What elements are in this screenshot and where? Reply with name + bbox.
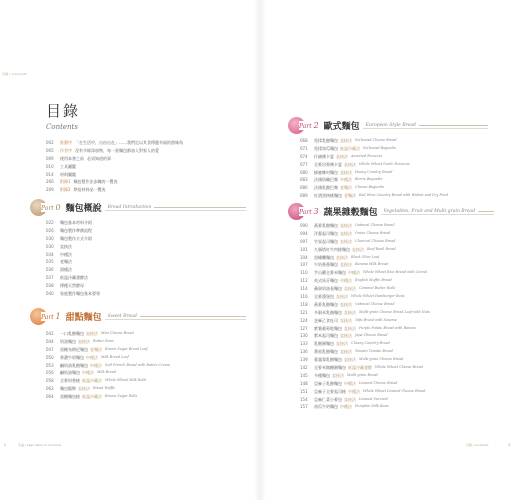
entry-page-number: 118 xyxy=(300,301,308,307)
toc-entry xyxy=(300,261,430,269)
entry-page-number: 005 xyxy=(46,147,54,153)
toc-entry xyxy=(46,362,170,370)
page-title: 目錄 xyxy=(46,102,81,120)
entry-title: 鹹奶油麵包 xyxy=(60,370,80,376)
entry-page-number: 030 xyxy=(46,243,54,249)
entry-english-title: Multi-grain Cheese Bread Loaf with Nuts xyxy=(359,309,431,314)
entry-english-title: Oatmeal Cheese Bread xyxy=(355,301,395,306)
toc-entry xyxy=(300,161,448,169)
entry-english-title: Bread Waffle xyxy=(93,386,115,391)
entry-page-number: 010 xyxy=(46,163,54,169)
entry-page-number: 009 xyxy=(46,155,54,161)
toc-entry xyxy=(46,282,100,290)
entry-title: 紅酒黑核桃麵包 xyxy=(314,193,342,199)
toc-entry xyxy=(46,219,100,227)
entry-title: 低溫冷藏發酵法 xyxy=(60,275,88,281)
entry-title: 蜂蜜鄉村麵包 xyxy=(314,169,338,175)
entry-method: 直接法 xyxy=(78,386,90,392)
entry-title: 紫薯葡萄乾麵包 xyxy=(314,325,342,331)
entry-title: 傳種天然酵母 xyxy=(60,283,84,289)
entry-method: 中種法 xyxy=(340,404,352,410)
entry-english-title: Multi-grain Cheese Bread xyxy=(359,357,404,362)
toc-entry xyxy=(300,356,430,364)
toc-entry xyxy=(46,393,170,401)
entry-english-title: Brown Sugar Rolls xyxy=(105,394,138,399)
toc-entry xyxy=(46,155,183,163)
entry-page-number: 110 xyxy=(300,270,308,276)
toc-entry xyxy=(46,346,170,354)
entry-english-title: Brown Sugar Bread Loaf xyxy=(105,346,148,351)
entry-method: 直接法 xyxy=(340,169,352,175)
entry-method: 直接法 xyxy=(340,333,352,339)
entry-title: 燕麥乳酪麵包 xyxy=(314,301,338,307)
entry-english-title: Cheese Baguette xyxy=(355,185,385,190)
entry-english-title: Caramel Butter Rolls xyxy=(359,286,396,291)
entry-method: 低溫冷藏法 xyxy=(82,394,102,400)
running-header: 目錄 | Contents xyxy=(2,72,28,76)
entry-title: 附錄1 xyxy=(60,179,71,185)
entry-english-title: Purple Potato Bread with Raisins xyxy=(359,325,416,330)
entry-method: 直接法 xyxy=(340,301,352,307)
entry-english-title: Red Wine Country Bread with Walnut and Dry Fruit xyxy=(359,193,449,198)
toc-entry xyxy=(300,254,430,262)
section-part-1 xyxy=(30,308,246,325)
part-title-zh: 麵包概說 xyxy=(63,201,105,214)
entry-english-title: Whole Wheat Hamburger Buns xyxy=(351,294,405,299)
entry-title: 法國紡織巴黎 xyxy=(314,177,338,183)
toc-entry xyxy=(300,230,430,238)
entry-title: 附錄2 xyxy=(60,187,71,193)
entry-method: 中種法 xyxy=(344,380,356,386)
entry-title: 黑糖布朗尼麵包 xyxy=(60,346,88,352)
part-title-en: European Style Bread xyxy=(363,123,419,128)
entry-method: 老麵法 xyxy=(340,185,352,191)
entry-method: 直接法 xyxy=(344,396,356,402)
toc-entry xyxy=(300,277,430,285)
entry-english-title: Whole Wheat Cheese Bread xyxy=(375,365,423,370)
entry-english-title: No-knead Cheese Bread xyxy=(355,138,397,142)
toc-entry xyxy=(46,330,170,338)
entry-title: 免揉乳酪麵包 xyxy=(314,138,338,143)
entry-title: 使用本書之前 xyxy=(60,155,84,161)
entry-page-number: 034 xyxy=(46,251,54,257)
entry-title: 九層塔紅牛肉捲麵包 xyxy=(314,246,350,252)
entry-method: 老麵法 xyxy=(90,346,102,352)
entry-english-title: Oatmeal Cheese Bread xyxy=(355,223,395,227)
toc-entry xyxy=(46,274,100,282)
entry-page-number: 269 xyxy=(46,187,54,193)
toc-entry xyxy=(300,222,430,230)
entry-title: 工具圖鑑 xyxy=(60,163,76,169)
toc-entry xyxy=(46,178,183,186)
entry-english-title: Charcoal Cheese Bread xyxy=(355,238,396,243)
entry-english-title: Multi-grain Bread xyxy=(347,372,378,377)
entry-method: 中種法 xyxy=(348,388,360,394)
entry-page-number: 053 xyxy=(46,362,54,368)
entry-title: 蔓越莓乳酪麵包 xyxy=(314,357,342,363)
entry-page-number: 142 xyxy=(300,365,308,371)
toc-entry xyxy=(300,246,430,254)
entry-page-number: 104 xyxy=(300,254,308,260)
entry-page-number: 080 xyxy=(300,169,308,175)
toc-entry xyxy=(46,171,183,179)
toc-entry xyxy=(300,325,430,333)
entry-title: 亞麻子乳酪麵包 xyxy=(314,380,342,386)
entry-english-title: Beef Basil Bread xyxy=(367,246,396,251)
entry-english-title: Linseed Cheese Bread xyxy=(359,380,398,385)
entry-title: 全麥田香佛卡夏 xyxy=(314,161,342,167)
entry-title: 麵包基本材料介紹 xyxy=(60,220,92,225)
toc-entry xyxy=(46,258,100,266)
entry-page-number: 002 xyxy=(46,140,54,145)
entry-title: 燕麥乳酪麵包 xyxy=(314,223,338,228)
part-label: Part 1 xyxy=(41,312,61,321)
entry-title: 紫米起司麵包 xyxy=(314,333,338,339)
entry-method: 直接法 xyxy=(340,317,352,323)
entry-title: 洋蔥起司麵包 xyxy=(314,230,338,236)
entry-english-title: Assorted Focaccia xyxy=(351,153,383,158)
entry-title: 蘋果奶油卷麵包 xyxy=(314,286,342,292)
toc-entry xyxy=(300,348,430,356)
front-matter-list xyxy=(46,139,183,194)
entry-page-number: 077 xyxy=(300,161,308,167)
entry-english-title: Cheesy Country Bread xyxy=(351,341,390,346)
entry-page-number: 026 xyxy=(46,227,54,233)
entry-page-number: 086 xyxy=(300,185,308,191)
entry-page-number: 266 xyxy=(46,179,54,185)
toc-entry xyxy=(46,290,100,298)
toc-entry xyxy=(300,184,448,192)
entry-method: 直接法 xyxy=(344,325,356,331)
entry-page-number: 074 xyxy=(300,153,308,159)
entry-page-number: 124 xyxy=(300,317,308,323)
entry-english-title: Pumpkin Milk Buns xyxy=(355,404,389,409)
entry-title: 一口乳酪麵包 xyxy=(60,331,84,336)
entry-title: 直接法 xyxy=(60,243,72,249)
entry-english-title: Whole Wheat Garlic Focaccia xyxy=(359,161,410,166)
toc-entry xyxy=(300,380,430,388)
entry-method: 直接法 xyxy=(344,309,356,315)
toc-entry xyxy=(46,251,100,259)
toc-entry xyxy=(46,385,170,393)
entry-method: 中種法 xyxy=(86,354,98,360)
entry-method: 中種法 xyxy=(90,362,102,368)
entry-english-title: Soft French Bread with Butter Cream xyxy=(105,362,170,367)
toc-entry xyxy=(300,145,448,153)
entry-title: 多種麵包 xyxy=(314,372,330,378)
part-title-zh: 蔬果雜穀麵包 xyxy=(321,205,381,218)
entry-page-number: 068 xyxy=(300,138,308,143)
toc-entry xyxy=(300,301,430,309)
toc-entry xyxy=(300,176,448,184)
entry-page-number: 114 xyxy=(300,286,308,292)
entry-title: 湯種法 xyxy=(60,267,72,273)
entry-title: 竹炭起司麵包 xyxy=(314,238,338,244)
toc-entry xyxy=(46,369,170,377)
entry-page-number: 040 xyxy=(46,291,54,297)
entry-title: 芝麻乙食吐司 xyxy=(314,317,338,323)
entry-page-number: 036 xyxy=(46,267,54,273)
entry-title: 老麵法 xyxy=(60,259,72,265)
entry-page-number: 107 xyxy=(300,262,308,268)
entry-title: 芋山藥全麥米麵包 xyxy=(314,270,346,276)
part-title-en: Vegetables, Fruit and Multi-grain Bread xyxy=(381,209,478,214)
entry-english-title: No-knead Baguette xyxy=(363,145,397,150)
entry-page-number: 022 xyxy=(46,220,54,225)
entry-english-title: Whole Wheat Milk Rolls xyxy=(105,378,147,383)
entry-method: 直接法 xyxy=(340,349,352,355)
entry-page-number: 050 xyxy=(46,354,54,360)
footer-right: 目錄 | Contents xyxy=(466,443,489,447)
entry-page-number: 127 xyxy=(300,325,308,331)
entry-page-number: 136 xyxy=(300,349,308,355)
entry-method: 直接法 xyxy=(78,338,90,344)
entry-method: 直接法 xyxy=(336,153,348,159)
toc-entry xyxy=(46,227,100,235)
entry-page-number: 121 xyxy=(300,309,308,315)
entry-english-title: Butter Buns xyxy=(93,338,114,343)
toc-entry xyxy=(300,137,448,145)
toc-entry xyxy=(300,192,448,200)
toc-entry xyxy=(46,377,170,385)
section-part-2 xyxy=(288,117,488,134)
entry-description: 必須知道的事 xyxy=(87,155,111,161)
entry-english-title: Black Olive Loaf xyxy=(351,254,380,259)
toc-entry xyxy=(300,153,448,161)
part-label: Part 2 xyxy=(299,121,319,130)
entry-description: 麵包製作法步驟的一覽表 xyxy=(73,179,118,185)
toc-entry xyxy=(46,186,183,194)
entry-english-title: English Muffin Bread xyxy=(355,278,392,283)
entry-title: 亞麻子全麥起司捲 xyxy=(314,388,346,394)
entry-page-number: 038 xyxy=(46,283,54,289)
entry-page-number: 062 xyxy=(46,386,54,392)
toc-entry xyxy=(300,309,430,317)
entry-page-number: 133 xyxy=(300,341,308,347)
entry-title: 黑糖麵包捲 xyxy=(60,394,80,400)
entry-english-title: Berrie Baguette xyxy=(355,177,383,182)
toc-entry xyxy=(300,396,430,404)
entry-method: 直接法 xyxy=(336,294,348,300)
entry-method: 中種法 xyxy=(340,177,352,183)
part-label: Part 0 xyxy=(41,203,61,212)
title-block xyxy=(46,100,80,131)
entry-title: 全麥漢堡包 xyxy=(314,294,334,300)
entry-method: 直接法 xyxy=(340,230,352,236)
contents-label: Contents xyxy=(46,123,78,131)
entry-title: 麵包鬆餅 xyxy=(60,386,76,392)
entry-page-number: 090 xyxy=(300,223,308,228)
part-label: Part 3 xyxy=(299,207,319,216)
page-number-right: 3 xyxy=(508,443,511,447)
entry-method: 老麵法 xyxy=(344,193,356,199)
gutter-shadow xyxy=(254,0,266,500)
entry-page-number: 037 xyxy=(46,275,54,281)
entry-page-number: 154 xyxy=(300,396,308,402)
entry-page-number: 089 xyxy=(300,193,308,199)
entry-title: 午奶香蕉麵包 xyxy=(314,262,338,268)
entry-english-title: Linseed Survival xyxy=(359,396,388,401)
toc-entry xyxy=(300,403,430,411)
entry-method: 直接法 xyxy=(332,372,344,378)
entry-method: 直接法 xyxy=(352,246,364,252)
entry-page-number: 130 xyxy=(300,333,308,339)
entry-page-number: 044 xyxy=(46,338,54,344)
part-3-list xyxy=(300,222,430,411)
entry-method: 低溫冷藏發酵 xyxy=(348,365,372,371)
part-title-en: Sweet Bread xyxy=(105,314,140,319)
entry-title: 乳酪圓麵包 xyxy=(314,341,334,347)
entry-page-number: 030 xyxy=(46,235,54,241)
page-number-left: 2 xyxy=(4,443,7,447)
entry-method: 直接法 xyxy=(344,357,356,363)
entry-english-title: Whole Wheat Linseed Cheese Bread xyxy=(363,388,426,393)
entry-english-title: Whole Wheat Rice Bread with Cereal xyxy=(363,270,427,275)
part-0-list xyxy=(46,219,100,298)
entry-page-number: 151 xyxy=(300,388,308,394)
entry-page-number: 148 xyxy=(300,380,308,386)
entry-page-number: 064 xyxy=(46,394,54,400)
entry-title: 鹹奶油乳酪麵包 xyxy=(60,362,88,368)
entry-title: 作者序 xyxy=(60,147,72,153)
entry-method: 直接法 xyxy=(344,286,356,292)
entry-description: 烘焙材料品一覽表 xyxy=(73,187,106,193)
entry-method: 直接法 xyxy=(336,341,348,347)
toc-entry xyxy=(300,332,430,340)
entry-method: 中種法 xyxy=(348,270,360,276)
entry-english-title: Tomato Tomato Bread xyxy=(355,349,393,354)
entry-title: 英式馬芬麵包 xyxy=(314,278,338,284)
entry-title: 多穀米乳酪麵包 xyxy=(314,309,342,315)
toc-entry xyxy=(46,266,100,274)
entry-page-number: 116 xyxy=(300,294,308,300)
entry-page-number: 083 xyxy=(300,177,308,183)
entry-english-title: Mini Cheese Bread xyxy=(101,331,134,335)
entry-page-number: 097 xyxy=(300,238,308,244)
entry-method: 直接法 xyxy=(336,254,348,260)
entry-page-number: 112 xyxy=(300,278,308,284)
entry-method: 直接法 xyxy=(340,138,352,143)
entry-title: 南瓜牛奶麵包 xyxy=(314,404,338,410)
part-title-zh: 甜點麵包 xyxy=(63,310,105,323)
entry-page-number: 101 xyxy=(300,246,308,252)
entry-method: 直接法 xyxy=(344,161,356,167)
toc-entry xyxy=(300,285,430,293)
toc-entry xyxy=(300,269,430,277)
toc-entry xyxy=(46,163,183,171)
entry-page-number: 139 xyxy=(300,357,308,363)
part-title-en: Bread Introduction xyxy=(105,205,155,210)
toc-entry xyxy=(300,388,430,396)
toc-entry xyxy=(46,243,100,251)
toc-entry xyxy=(300,317,430,325)
entry-method: 直接法 xyxy=(340,262,352,268)
entry-method: 直接法 xyxy=(340,223,352,228)
toc-entry xyxy=(300,340,430,348)
toc-entry xyxy=(300,169,448,177)
entry-page-number: 047 xyxy=(46,346,54,352)
toc-entry xyxy=(300,238,430,246)
entry-page-number: 014 xyxy=(46,171,54,177)
entry-description: 「在生活中，自由自在」……我們足以其食傳遞幸福的甜味角 xyxy=(75,140,183,145)
entry-english-title: Japa Cheese Bread xyxy=(355,333,388,338)
entry-title: 家庭製作麵包基本要領 xyxy=(60,291,100,297)
toc-entry xyxy=(300,364,430,372)
toc-entry xyxy=(300,293,430,301)
entry-title: 麵包製作方式介紹 xyxy=(60,235,92,241)
entry-method: 直接法 xyxy=(340,238,352,244)
entry-title: 全麥奶香捲 xyxy=(60,378,80,384)
entry-page-number: 094 xyxy=(300,230,308,236)
entry-english-title: Banana Milk Bread xyxy=(355,262,389,267)
entry-english-title: Milk Bread xyxy=(97,370,117,375)
entry-page-number: 056 xyxy=(46,370,54,376)
entry-page-number: 071 xyxy=(300,145,308,151)
part-2-list xyxy=(300,137,448,200)
toc-entry xyxy=(46,235,100,243)
entry-method: 直接法 xyxy=(86,331,98,336)
toc-entry xyxy=(46,354,170,362)
entry-page-number: 035 xyxy=(46,259,54,265)
part-title-zh: 歐式麵包 xyxy=(321,119,363,132)
toc-entry xyxy=(46,139,183,147)
entry-title: 推薦序 xyxy=(60,140,72,145)
entry-title: 法國乳酪巴黎 xyxy=(314,185,338,191)
entry-page-number: 058 xyxy=(46,378,54,384)
entry-english-title: Milk Bread Loaf xyxy=(101,354,129,359)
entry-page-number: 042 xyxy=(46,331,54,336)
entry-english-title: Onion Cheese Bread xyxy=(355,230,391,235)
section-part-3 xyxy=(288,203,494,220)
section-part-0 xyxy=(30,199,246,216)
entry-method: 低溫冷藏法 xyxy=(82,378,102,384)
entry-method: 低溫冷藏法 xyxy=(340,145,360,151)
entry-title: 中種法 xyxy=(60,251,72,257)
toc-entry xyxy=(300,372,430,380)
entry-title: 香濃牛奶麵包 xyxy=(60,354,84,360)
entry-title: 全麥米無糖圓麵包 xyxy=(314,365,346,371)
toc-entry xyxy=(46,338,170,346)
entry-title: 材料圖鑑 xyxy=(60,171,76,177)
entry-page-number: 145 xyxy=(300,372,308,378)
entry-title: 黑橄欖麵包 xyxy=(314,254,334,260)
entry-title: 奶油麵包 xyxy=(60,338,76,344)
footer-left: 序論 | Page Table of Contents xyxy=(18,443,62,447)
entry-english-title: Tofu Bread with Sesame xyxy=(355,317,397,322)
entry-title: 麵包製作準備流程 xyxy=(60,227,92,233)
part-1-list xyxy=(46,330,170,401)
entry-description: 沒有多餘添加物，每一款麵包都加入對家人的愛 xyxy=(75,147,159,153)
entry-method: 中種法 xyxy=(82,370,94,376)
entry-method: 中種法 xyxy=(340,278,352,284)
entry-english-title: Honey Country Bread xyxy=(355,169,393,174)
entry-title: 番茄乳酪麵包 xyxy=(314,349,338,355)
entry-title: 亞麻仁菜小麥包 xyxy=(314,396,342,402)
entry-page-number: 157 xyxy=(300,404,308,410)
entry-title: 什錦佛卡夏 xyxy=(314,153,334,159)
entry-title: 免揉南瓜麵包 xyxy=(314,145,338,151)
toc-entry xyxy=(46,147,183,155)
